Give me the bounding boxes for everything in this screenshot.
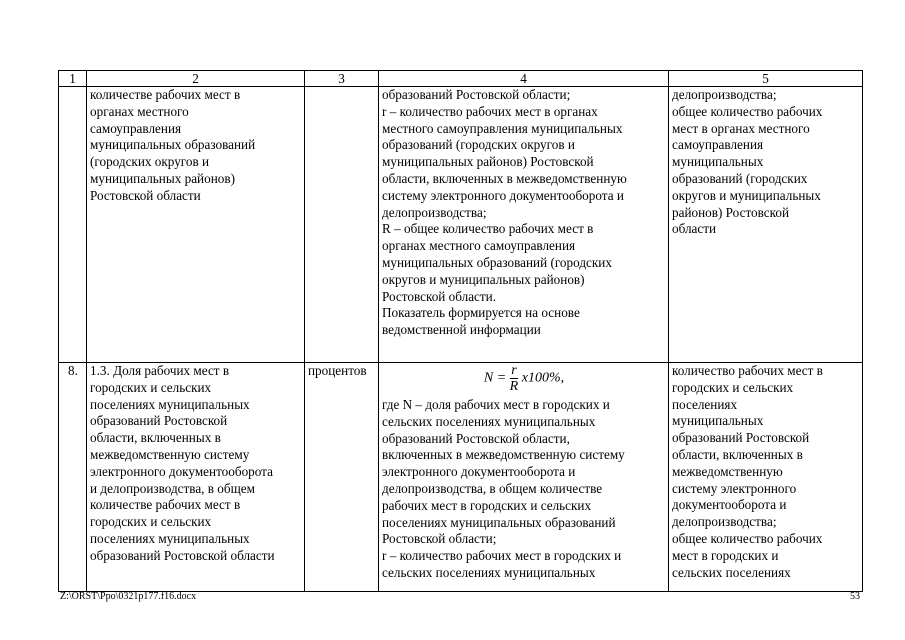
method-cell — [379, 363, 669, 592]
text-line: мест в органах местного — [672, 120, 810, 136]
text-line: сельских поселениях — [672, 564, 791, 580]
method-cell — [379, 87, 669, 363]
text-line: мест в городских и — [672, 547, 779, 563]
text-line: R – общее количество рабочих мест в — [382, 221, 594, 237]
text-line: поселениях муниципальных — [90, 396, 250, 412]
text-line: муниципальных образований — [90, 137, 256, 153]
text-line: образований Ростовской области; — [382, 87, 571, 102]
text-line: образований Ростовской — [672, 430, 810, 446]
formula — [382, 363, 666, 397]
text-line: поселениях муниципальных образований — [382, 514, 616, 530]
text-line: делопроизводства; — [672, 87, 777, 102]
text-line: поселениях — [672, 396, 738, 412]
header-cell-5: 5 — [669, 71, 863, 87]
text-line: области — [672, 221, 717, 237]
text-line: общее количество рабочих — [672, 530, 823, 546]
text-line: области, включенных в — [90, 430, 221, 446]
text-line: документооборота и — [672, 497, 787, 513]
text-line: сельских поселениях муниципальных — [382, 413, 596, 429]
text-line: области, включенных в — [672, 446, 803, 462]
text-line: количестве рабочих мест в — [90, 87, 241, 102]
text-line: образований (городских — [672, 170, 808, 186]
text-line: (городских округов и — [90, 154, 210, 170]
footer-page-number: 53 — [850, 591, 860, 602]
text-line: Ростовской области; — [382, 531, 497, 547]
header-cell-2: 2 — [87, 71, 305, 87]
indicator-name-cell — [87, 87, 305, 363]
text-line: рабочих мест в городских и сельских — [382, 497, 592, 513]
text-line: городских и сельских — [672, 379, 794, 395]
row-number: 8. — [59, 363, 87, 592]
source-cell — [669, 363, 863, 592]
formula-tail: , — [560, 370, 565, 386]
formula-denominator: R — [509, 379, 519, 394]
text-line: сельских поселениях муниципальных — [382, 564, 596, 580]
text-line: r – количество рабочих мест в органах — [382, 103, 598, 119]
text-line: образований Ростовской — [90, 413, 228, 429]
text-line: электронного документооборота — [90, 463, 273, 479]
text-line: Ростовской области — [90, 187, 201, 203]
text-line: общее количество рабочих — [672, 103, 823, 119]
text-line: образований (городских округов и — [382, 137, 575, 153]
indicator-table — [58, 70, 863, 592]
text-line: округов и муниципальных — [672, 187, 821, 203]
text-line: органах местного самоуправления — [382, 238, 576, 254]
text-line: районов) Ростовской — [672, 204, 790, 220]
text-line: городских и сельских — [90, 514, 212, 530]
text-line: систему электронного документооборота и — [382, 187, 624, 203]
text-line: самоуправления — [672, 137, 764, 153]
text-line: местного самоуправления муниципальных — [382, 120, 623, 136]
unit-cell — [305, 87, 379, 363]
text-line: межведомственную систему — [90, 446, 250, 462]
text-line: количестве рабочих мест в — [90, 497, 241, 513]
indicator-name-cell — [87, 363, 305, 592]
text-line: органах местного — [90, 103, 189, 119]
text-line: образований Ростовской области, — [382, 430, 570, 446]
text-line: муниципальных районов) — [90, 170, 235, 186]
text-line: делопроизводства, в общем количестве — [382, 480, 603, 496]
unit-cell: процентов — [305, 363, 379, 592]
text-line: электронного документооборота и — [382, 464, 576, 480]
method-text — [382, 397, 666, 582]
footer-file-path: Z:\ORST\Ppo\0321p177.f16.docx — [60, 591, 197, 602]
table-row — [59, 363, 863, 592]
table-row — [59, 87, 863, 363]
text-line: и делопроизводства, в общем — [90, 480, 255, 496]
text-line: включенных в межведомственную систему — [382, 447, 625, 463]
header-cell-1: 1 — [59, 71, 87, 87]
text-line: количество рабочих мест в — [672, 363, 823, 378]
text-line: муниципальных — [672, 154, 764, 170]
text-line: образований Ростовской области — [90, 547, 275, 563]
text-line: Ростовской области. — [382, 288, 497, 304]
text-line: самоуправления — [90, 120, 182, 136]
text-line: 1.3. Доля рабочих мест в — [90, 363, 230, 378]
text-line: межведомственную — [672, 463, 783, 479]
text-line: городских и сельских — [90, 379, 212, 395]
text-line: муниципальных районов) Ростовской — [382, 154, 594, 170]
text-line: систему электронного — [672, 480, 797, 496]
text-line: области, включенных в межведомственную — [382, 170, 627, 186]
table-header-row — [59, 71, 863, 87]
text-line: округов и муниципальных районов) — [382, 271, 585, 287]
formula-rhs: x100% — [521, 370, 561, 386]
text-line: Показатель формируется на основе — [382, 305, 580, 321]
formula-numerator: r — [511, 363, 517, 378]
text-line: где N – доля рабочих мест в городских и — [382, 397, 610, 412]
text-line: делопроизводства; — [672, 514, 777, 530]
text-line: муниципальных образований (городских — [382, 254, 612, 270]
text-line: поселениях муниципальных — [90, 530, 250, 546]
header-cell-4: 4 — [379, 71, 669, 87]
formula-fraction — [510, 363, 519, 394]
header-cell-3: 3 — [305, 71, 379, 87]
text-line: r – количество рабочих мест в городских и — [382, 548, 622, 564]
formula-lhs: N = — [483, 370, 507, 386]
text-line: делопроизводства; — [382, 204, 487, 220]
text-line: муниципальных — [672, 413, 764, 429]
source-cell — [669, 87, 863, 363]
text-line: ведомственной информации — [382, 322, 541, 338]
row-number — [59, 87, 87, 363]
